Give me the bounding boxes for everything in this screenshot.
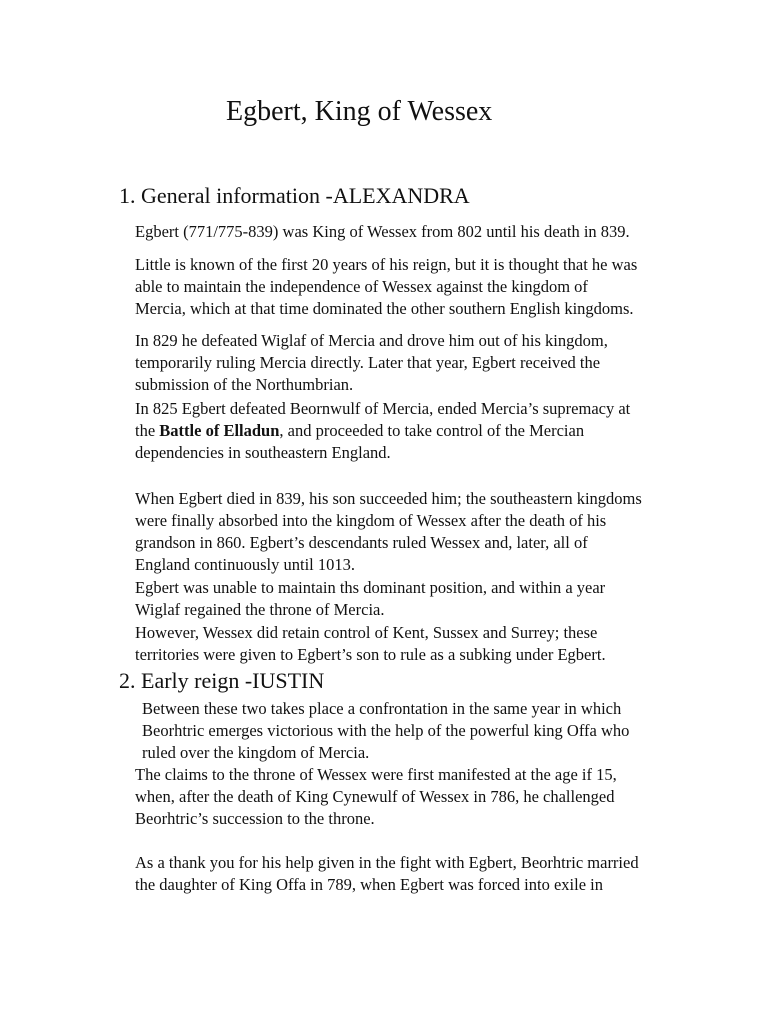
- text-line: When Egbert died in 839, his son succeeded him; the southeastern kingdoms: [135, 489, 642, 508]
- text-fragment: the: [135, 421, 160, 440]
- text-line: Beorhtric emerges victorious with the help of the powerful king Offa who: [142, 721, 630, 740]
- text-line: dependencies in southeastern England.: [135, 443, 391, 462]
- paragraph-throne-claims: [135, 764, 617, 830]
- text-line: Beorhtric’s succession to the throne.: [135, 809, 375, 828]
- paragraph-first-years: [135, 254, 637, 320]
- text-line: The claims to the throne of Wessex were first manifested at the age if 15,: [135, 765, 617, 784]
- battle-of-elladun-bold: Battle of Elladun: [159, 421, 280, 440]
- paragraph-dominant-position: [135, 577, 605, 621]
- text-line: Mercia, which at that time dominated the other southern English kingdoms.: [135, 299, 634, 318]
- section-heading-early-reign: 2. Early reign -IUSTIN: [119, 668, 325, 693]
- paragraph-beornwulf: [135, 398, 630, 464]
- text-line: [135, 420, 630, 442]
- text-line: the daughter of King Offa in 789, when Egbert was forced into exile in: [135, 875, 603, 894]
- text-line: grandson in 860. Egbert’s descendants ruled Wessex and, later, all of: [135, 533, 588, 552]
- text-line: Between these two takes place a confrontation in the same year in which: [142, 699, 622, 718]
- text-line: Little is known of the first 20 years of his reign, but it is thought that he was: [135, 255, 638, 274]
- text-line: when, after the death of King Cynewulf of Wessex in 786, he challenged: [135, 787, 615, 806]
- text-line: able to maintain the independence of Wessex against the kingdom of: [135, 277, 588, 296]
- text-line: In 829 he defeated Wiglaf of Mercia and drove him out of his kingdom,: [135, 331, 608, 350]
- paragraph-kent-sussex-surrey: [135, 622, 606, 666]
- text-fragment: , and proceeded to take control of the Mercian: [279, 421, 585, 440]
- text-line: ruled over the kingdom of Mercia.: [142, 743, 370, 762]
- text-line: temporarily ruling Mercia directly. Later that year, Egbert received the: [135, 353, 601, 372]
- text-line: Egbert was unable to maintain ths dominant position, and within a year: [135, 578, 606, 597]
- section-heading-general-information: 1. General information -ALEXANDRA: [119, 183, 470, 208]
- paragraph-exile: [135, 852, 639, 896]
- paragraph-death: [135, 488, 642, 576]
- text-line: were finally absorbed into the kingdom of Wessex after the death of his: [135, 511, 607, 530]
- paragraph-intro: [135, 221, 630, 243]
- text-line: submission of the Northumbrian.: [135, 375, 354, 394]
- text-line: In 825 Egbert defeated Beornwulf of Mercia, ended Mercia’s supremacy at: [135, 399, 631, 418]
- paragraph-wiglaf-defeat: [135, 330, 608, 396]
- text-line: However, Wessex did retain control of Kent, Sussex and Surrey; these: [135, 623, 598, 642]
- document-title: Egbert, King of Wessex: [226, 96, 493, 127]
- text-line: territories were given to Egbert’s son to rule as a subking under Egbert.: [135, 645, 606, 664]
- paragraph-confrontation: [135, 698, 629, 764]
- text-line: England continuously until 1013.: [135, 555, 355, 574]
- text-line: Egbert (771/775-839) was King of Wessex from 802 until his death in 839.: [135, 222, 630, 241]
- text-line: Wiglaf regained the throne of Mercia.: [135, 600, 385, 619]
- text-line: As a thank you for his help given in the fight with Egbert, Beorhtric married: [135, 853, 639, 872]
